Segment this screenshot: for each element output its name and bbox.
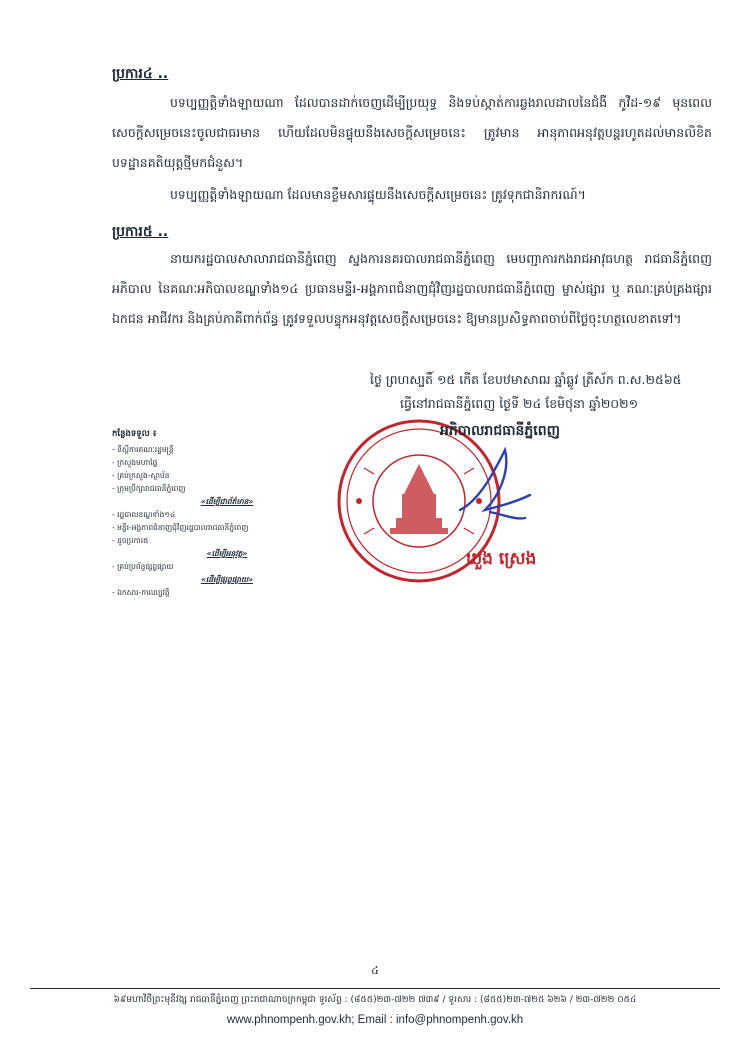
footer-address: ៦៩មហាវិថីព្រះមុនីវង្ស រាជធានីភ្នំពេញ ព្រះរាជាណាចក្រកម្ពុជា ទូរស័ព្ទ : (៨៥៥)២៣-៧២២ ៧៣៩ / ទូរសារ : (៨៥៥)២៣-៧២៥ ៦២៦ / ២៣-៧២២ ០៥៤ (113, 995, 637, 1005)
list-item: - រដ្ឋបាលខណ្ឌទាំង១៤ (112, 508, 342, 521)
recipients-list (112, 428, 342, 599)
article-4-paragraph-1: បទប្បញ្ញត្តិទាំងឡាយណា ដែលបានដាក់ចេញដើម្បីប្រយុទ្ធ និងទប់ស្កាត់ការឆ្លងរាលដាលនៃជំងឺ កូវីដ-១៩ មុនពេលសេចក្ដីសម្រេចនេះចូលជាធរមាន ហើយដែលមិនផ្ទុយនឹងសេចក្ដីសម្រេចនេះ ត្រូវមាន អានុភាពអនុវត្តបន្តរហូតដល់មានលិខិតបទដ្ឋានគតិយុត្តថ្មីមកជំនួស។ (112, 95, 712, 170)
recipients-heading: កន្លែងទទួល ៖ (112, 429, 157, 439)
footer-web-email: www.phnompenh.gov.kh; Email : info@phnompenh.gov.kh (226, 1014, 524, 1026)
article-5-paragraph-1: នាយករដ្ឋបាលសាលារាជធានីភ្នំពេញ ស្នងការនគរបាលរាជធានីភ្នំពេញ មេបញ្ជាការកងរាជអាវុធហត្ថ រាជធានីភ្នំពេញ អភិបាល នៃគណៈអភិបាលខណ្ឌទាំង១៤ ប្រធានមន្ទីរ-អង្គភាពជំនាញជុំវិញរដ្ឋបាលរាជធានីភ្នំពេញ ម្ចាស់ផ្សារ ឬ គណៈគ្រប់គ្រងផ្សារឯកជន អាជីវករ និងគ្រប់ភាគីពាក់ព័ន្ធ ត្រូវទទួលបន្ទុកអនុវត្តសេចក្ដីសម្រេចនេះ ឱ្យមានប្រសិទ្ធភាពចាប់ពីថ្ងៃចុះហត្ថលេខាតទៅ។ (112, 251, 712, 326)
list-item: - ទីស្ដីការគណៈរដ្ឋមន្ត្រី (112, 443, 342, 456)
solar-date: ធ្វើនៅរាជធានីភ្នំពេញ ថ្ងៃទី ២៤ ខែមិថុនា ឆ្នាំ២០២១ (400, 396, 639, 411)
article-4-label: ប្រការ៤ .. (112, 66, 169, 82)
article-4-paragraph-2: បទប្បញ្ញត្តិទាំងឡាយណា ដែលមានខ្លឹមសារផ្ទុយនឹងសេចក្ដីសម្រេចនេះ ត្រូវទុកជានិរាករណ៍។ (170, 187, 586, 202)
list-item: - គ្រប់ក្រសួង-ស្ថាប័ន (112, 469, 342, 482)
article-5-label: ប្រការ៥ .. (112, 224, 169, 240)
list-item: - គ្រប់ប្រព័ន្ធផ្សព្វផ្សាយ (112, 560, 342, 573)
recipients-subheading: «ដើម្បីជាព័ត៌មាន» (200, 497, 254, 506)
recipients-subheading: «ដើម្បីអនុវត្ត» (206, 549, 248, 558)
list-item: - ឯកសារ-កាលប្បវត្តិ (112, 586, 342, 599)
page-number: ៤ (371, 964, 379, 977)
signatory-name: ឃួង ស្រេង (466, 549, 537, 569)
lunar-date: ថ្ងៃ ព្រហស្បតិ៍ ១៥ កើត ខែបឋមាសាឍ ឆ្នាំឆ្លូវ ត្រីស័ក ព.ស.២៥៦៥ (370, 372, 682, 387)
list-item: - ក្រសួងមហាផ្ទៃ (112, 456, 342, 469)
list-item: - មន្ទីរ-អង្គភាពជំនាញជុំវិញរដ្ឋបាលរាជធានីភ្នំពេញ (112, 521, 342, 534)
list-item: - ដូចប្រការ៥ (112, 534, 342, 547)
recipients-subheading: «ដើម្បីផ្សព្វផ្សាយ» (200, 575, 254, 584)
signature-icon (450, 440, 540, 530)
list-item: - ក្រុមប្រឹក្សារាជធានីភ្នំពេញ (112, 482, 342, 495)
signatory-title: អភិបាលរាជធានីភ្នំពេញ (440, 423, 560, 439)
footer-divider (30, 988, 720, 989)
